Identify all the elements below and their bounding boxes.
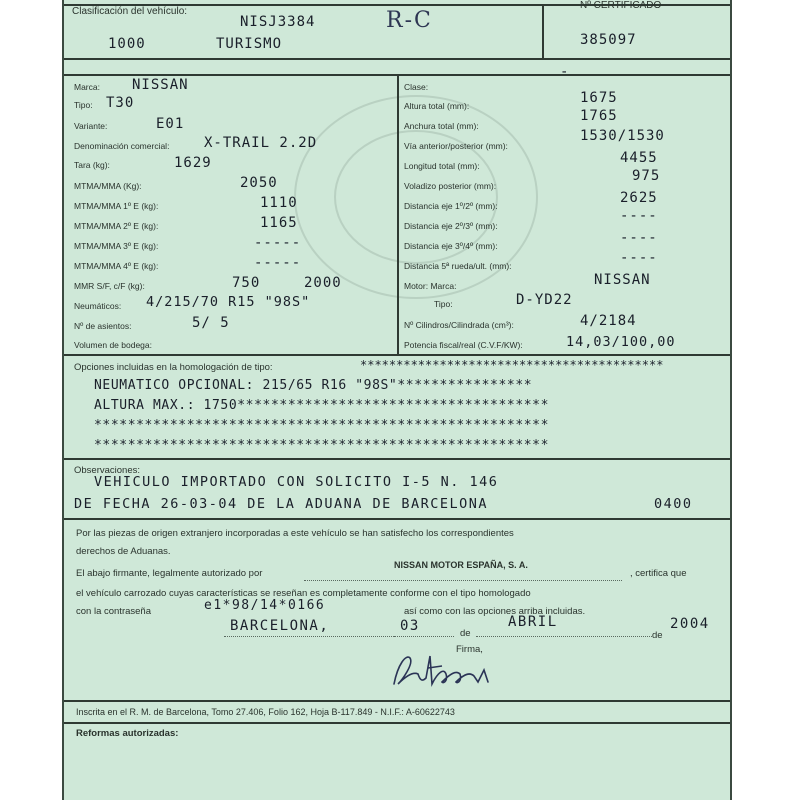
label-marca: Marca:	[74, 82, 100, 92]
value-mmr-cf: 2000	[304, 275, 342, 291]
value-distancia-2-3: ----	[620, 208, 658, 224]
value-clase: -	[560, 64, 570, 80]
cert-year: 2004	[670, 616, 710, 632]
reformas-label: Reformas autorizadas:	[76, 728, 179, 739]
value-marca: NISSAN	[132, 77, 189, 93]
label-potencia: Potencia fiscal/real (C.V.F/KW):	[404, 340, 523, 350]
value-mtma-3e: -----	[254, 235, 302, 251]
label-volumen-bodega: Volumen de bodega:	[74, 340, 152, 350]
value-motor-marca: NISSAN	[594, 272, 651, 288]
value-denominacion: X-TRAIL 2.2D	[204, 135, 318, 151]
label-mtma-1e: MTMA/MMA 1º E (kg):	[74, 201, 159, 211]
label-distancia-3-4: Distancia eje 3º/4º (mm):	[404, 241, 498, 251]
label-longitud: Longitud total (mm):	[404, 161, 480, 171]
cert-day: 03	[400, 618, 420, 634]
value-motor-tipo: D-YD22	[516, 292, 573, 308]
label-motor-marca: Motor: Marca:	[404, 281, 457, 291]
category-name: TURISMO	[216, 36, 283, 52]
label-tara: Tara (kg):	[74, 160, 110, 170]
label-asientos: Nº de asientos:	[74, 321, 132, 331]
label-motor-tipo: Tipo:	[434, 299, 453, 309]
options-label-fill: ******************************************	[360, 358, 664, 372]
value-mtma-1e: 1110	[260, 195, 298, 211]
cert-paragraph-1b: derechos de Aduanas.	[76, 546, 171, 557]
value-potencia: 14,03/100,00	[566, 334, 676, 350]
cert-paragraph-4: con la contraseña	[76, 606, 151, 617]
label-mtma: MTMA/MMA (Kg):	[74, 181, 142, 191]
value-mmr-sf: 750	[232, 275, 261, 291]
handwritten-note: R-C	[386, 8, 433, 33]
label-variante: Variante:	[74, 121, 108, 131]
category-code: 1000	[108, 36, 146, 52]
signature	[384, 644, 514, 696]
label-via: Vía anterior/posterior (mm):	[404, 141, 508, 151]
options-line-3: ******************************************************	[94, 418, 550, 433]
label-neumaticos: Neumáticos:	[74, 301, 122, 311]
label-voladizo: Voladizo posterior (mm):	[404, 181, 497, 191]
registry-info: Inscrita en el R. M. de Barcelona, Tomo 27.406, Folio 162, Hoja B-117.849 - N.I.F.: A-60622743	[76, 707, 455, 717]
label-denominacion: Denominación comercial:	[74, 141, 170, 151]
observaciones-code: 0400	[654, 496, 693, 512]
homologation-password: e1*98/14*0166	[204, 598, 326, 613]
company-name: NISSAN MOTOR ESPAÑA, S. A.	[394, 560, 528, 570]
cert-paragraph-2: El abajo firmante, legalmente autorizado por	[76, 568, 263, 579]
label-cilindros: Nº Cilindros/Cilindrada (cm³):	[404, 320, 514, 330]
cert-paragraph-4-end: así como con las opciones arriba incluidas.	[404, 606, 586, 617]
observaciones-line-1: VEHICULO IMPORTADO CON SOLICITO I-5 N. 146	[94, 474, 499, 490]
label-tipo: Tipo:	[74, 100, 93, 110]
value-tipo: T30	[106, 95, 135, 111]
label-altura: Altura total (mm):	[404, 101, 470, 111]
cert-city: BARCELONA,	[230, 618, 330, 634]
value-neumaticos: 4/215/70 R15 "98S"	[146, 294, 311, 310]
certificate-label: Nº CERTIFICADO	[580, 0, 662, 11]
value-altura: 1675	[580, 90, 618, 106]
firma-label: Firma,	[456, 644, 483, 655]
options-line-1: NEUMATICO OPCIONAL: 215/65 R16 "98S"****************	[94, 378, 533, 393]
classification-code: NISJ3384	[240, 14, 316, 30]
label-distancia-5-rueda: Distancia 5ª rueda/ult. (mm):	[404, 261, 512, 271]
value-mtma: 2050	[240, 175, 278, 191]
label-anchura: Anchura total (mm):	[404, 121, 479, 131]
value-asientos: 5/ 5	[192, 315, 230, 331]
cert-paragraph-2-end: , certifica que	[630, 568, 687, 579]
cert-month: ABRIL	[508, 614, 558, 630]
value-voladizo: 975	[632, 168, 661, 184]
value-tara: 1629	[174, 155, 212, 171]
options-line-4: ******************************************************	[94, 438, 550, 453]
cert-paragraph-3: el vehículo carrozado cuyas características se reseñan es completamente conforme con el tipo homologado	[76, 588, 531, 599]
label-distancia-2-3: Distancia eje 2º/3º (mm):	[404, 221, 498, 231]
certificate-document	[62, 0, 732, 800]
cert-paragraph-1: Por las piezas de origen extranjero incorporadas a este vehículo se han satisfecho los correspondientes	[76, 528, 514, 539]
value-distancia-5-rueda: ----	[620, 250, 658, 266]
observaciones-label: Observaciones:	[74, 465, 141, 476]
label-mtma-3e: MTMA/MMA 3º E (kg):	[74, 241, 159, 251]
value-mtma-4e: -----	[254, 255, 302, 271]
label-clase: Clase:	[404, 82, 429, 92]
cert-de-1: de	[460, 628, 471, 639]
options-line-2: ALTURA MAX.: 1750*************************************	[94, 398, 550, 413]
value-anchura: 1765	[580, 108, 618, 124]
options-label: Opciones incluidas en la homologación de tipo:	[74, 362, 273, 373]
label-distancia-1-2: Distancia eje 1º/2º (mm):	[404, 201, 498, 211]
certificate-number: 385097	[580, 32, 637, 48]
value-distancia-1-2: 2625	[620, 190, 658, 206]
classification-label: Clasificación del vehículo:	[72, 6, 188, 17]
value-distancia-3-4: ----	[620, 230, 658, 246]
value-variante: E01	[156, 116, 185, 132]
value-cilindros: 4/2184	[580, 313, 637, 329]
label-mtma-4e: MTMA/MMA 4º E (kg):	[74, 261, 159, 271]
value-via: 1530/1530	[580, 128, 665, 144]
label-mtma-2e: MTMA/MMA 2º E (kg):	[74, 221, 159, 231]
value-longitud: 4455	[620, 150, 658, 166]
label-mmr: MMR S/F, c/F (kg):	[74, 281, 145, 291]
cert-de-2: de	[652, 630, 663, 641]
observaciones-line-2: DE FECHA 26-03-04 DE LA ADUANA DE BARCELONA	[74, 496, 488, 512]
value-mtma-2e: 1165	[260, 215, 298, 231]
